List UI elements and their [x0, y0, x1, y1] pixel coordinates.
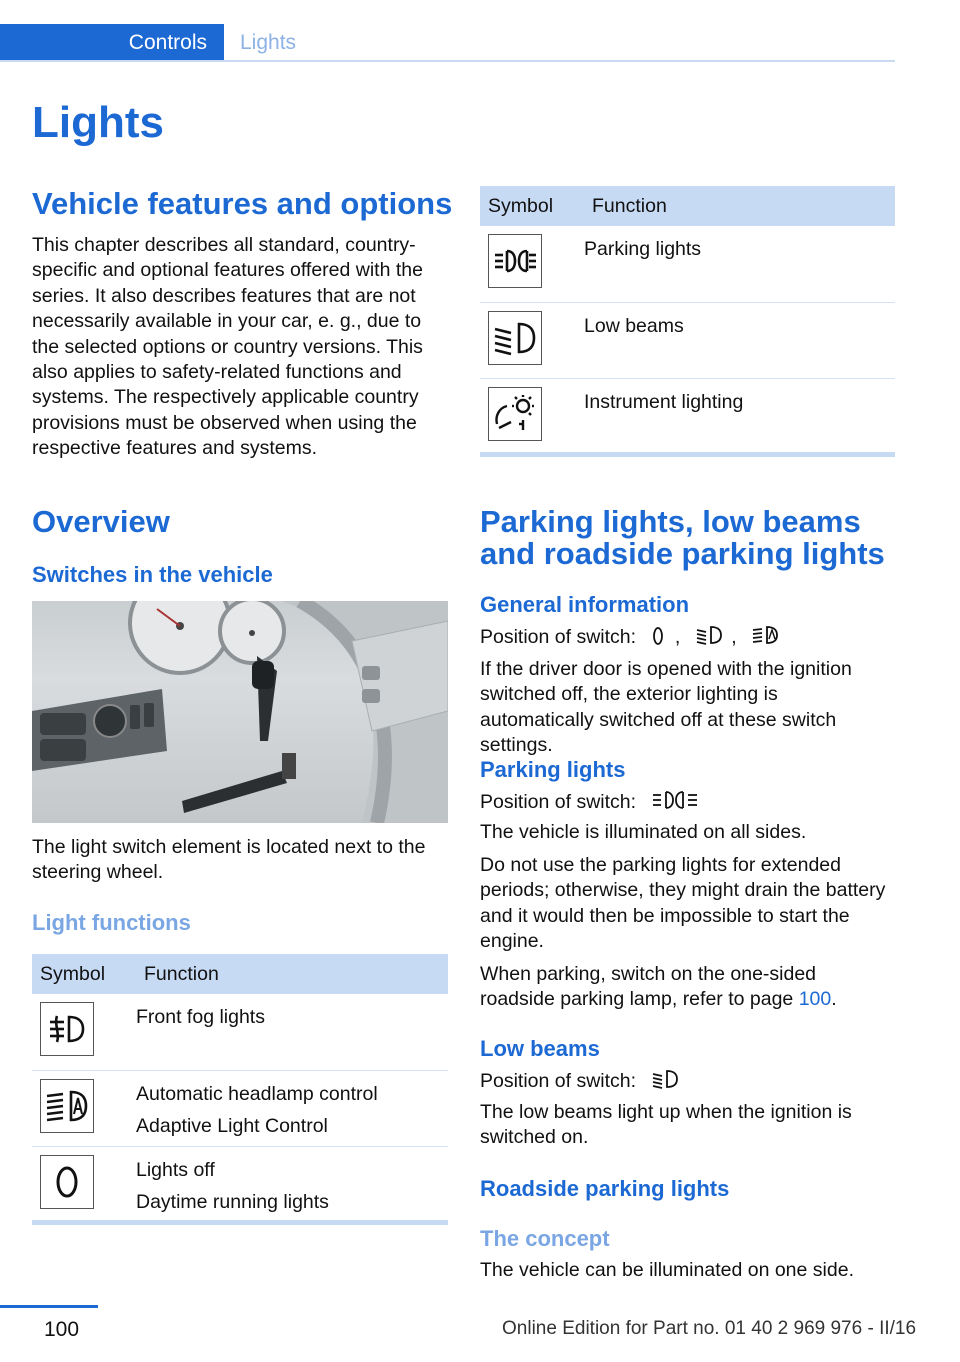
low-beams-text: The low beams light up when the ignition is switched on. — [480, 1101, 852, 1149]
lights-off-icon — [40, 1155, 94, 1209]
switches-subheading: Switches in the vehicle — [32, 562, 273, 587]
symbol-function-table — [480, 186, 895, 457]
concept-heading: The concept — [480, 1226, 610, 1251]
table-row — [32, 1070, 448, 1146]
parking-position-line — [480, 789, 698, 818]
low-beams-position-line — [480, 1068, 678, 1097]
instrument-lighting-icon — [488, 387, 542, 441]
vehicle-features-heading: Vehicle features and options — [32, 186, 453, 221]
vehicle-features-text: This chapter describes all standard, country-specific and optional features offered with the series. It also describes features that are not necessarily available in your car, e. g., due to the selected options or country versions. This also applies to safety-related functions and systems. The respectively applicable country provisions must be observed when using the respective features and systems. — [32, 234, 423, 460]
edition-text: Online Edition for Part no. 01 40 2 969 976 - II/16 — [502, 1318, 917, 1339]
low-beams-heading: Low beams — [480, 1036, 600, 1061]
table-row — [32, 994, 448, 1070]
parking-lights-heading: Parking lights — [480, 757, 626, 782]
tab-lights[interactable]: Lights — [240, 31, 297, 54]
tab-controls[interactable]: Controls — [0, 24, 224, 62]
general-info-heading: General information — [480, 592, 690, 617]
lights-off-icon — [652, 626, 664, 653]
automatic-headlamp-icon — [40, 1079, 94, 1133]
light-switch-photo — [32, 601, 448, 823]
parking-lights-icon — [488, 234, 542, 288]
general-position-line: Position of switch: , , — [480, 624, 895, 653]
automatic-headlamp-icon — [752, 624, 778, 653]
low-beams-icon — [488, 311, 542, 365]
roadside-text: The vehicle can be illuminated on one side. — [480, 1259, 854, 1281]
low-beams-icon — [696, 624, 722, 653]
roadside-heading: Roadside parking lights — [480, 1176, 730, 1201]
function-label: Lights off — [136, 1158, 215, 1181]
header-divider — [0, 60, 895, 62]
parking-text-2: Do not use the parking lights for extended periods; otherwise, they might drain the battery and it would then be impossible to start the engine. — [480, 854, 886, 953]
col-symbol-header: Symbol — [480, 186, 584, 226]
function-label: Low beams — [584, 314, 684, 337]
position-label: Position of switch: — [480, 791, 637, 813]
function-label: Parking lights — [584, 238, 702, 260]
photo-caption: The light switch element is located next to the steering wheel. — [32, 836, 426, 884]
table-row — [32, 1146, 448, 1222]
position-label: Position of switch: — [480, 626, 637, 648]
page-title: Lights — [32, 98, 164, 147]
function-label: Automatic headlamp control — [136, 1082, 378, 1105]
function-label: Front fog lights — [136, 1006, 265, 1028]
parking-lights-icon — [652, 789, 698, 818]
footer-divider — [0, 1305, 98, 1308]
light-functions-heading: Light functions — [32, 910, 191, 935]
overview-heading: Overview — [32, 504, 170, 539]
front-fog-lights-icon — [40, 1002, 94, 1056]
function-label: Instrument lighting — [584, 390, 744, 413]
col-function-header: Function — [584, 186, 895, 226]
parking-text-3: When parking, switch on the one-sided roadside parking lamp, refer to page 100. — [480, 963, 837, 1011]
table-row — [480, 302, 895, 378]
page-number: 100 — [44, 1318, 80, 1341]
general-info-text: If the driver door is opened with the ignition switched off, the exterior lighting is automatically switched off at these switch settings. — [480, 658, 852, 757]
light-functions-table — [32, 954, 448, 1225]
position-label: Position of switch: — [480, 1070, 637, 1092]
section-heading: Parking lights, low beams and roadside parking lights — [480, 504, 885, 571]
table-row — [480, 378, 895, 454]
parking-text-1: The vehicle is illuminated on all sides. — [480, 821, 807, 843]
table-row — [480, 226, 895, 302]
function-label: Daytime running lights — [136, 1190, 329, 1213]
col-function-header: Function — [136, 954, 448, 994]
function-label: Adaptive Light Control — [136, 1114, 328, 1137]
page-reference-link[interactable]: 100 — [798, 988, 832, 1011]
col-symbol-header: Symbol — [32, 954, 136, 994]
low-beams-icon — [652, 1068, 678, 1097]
